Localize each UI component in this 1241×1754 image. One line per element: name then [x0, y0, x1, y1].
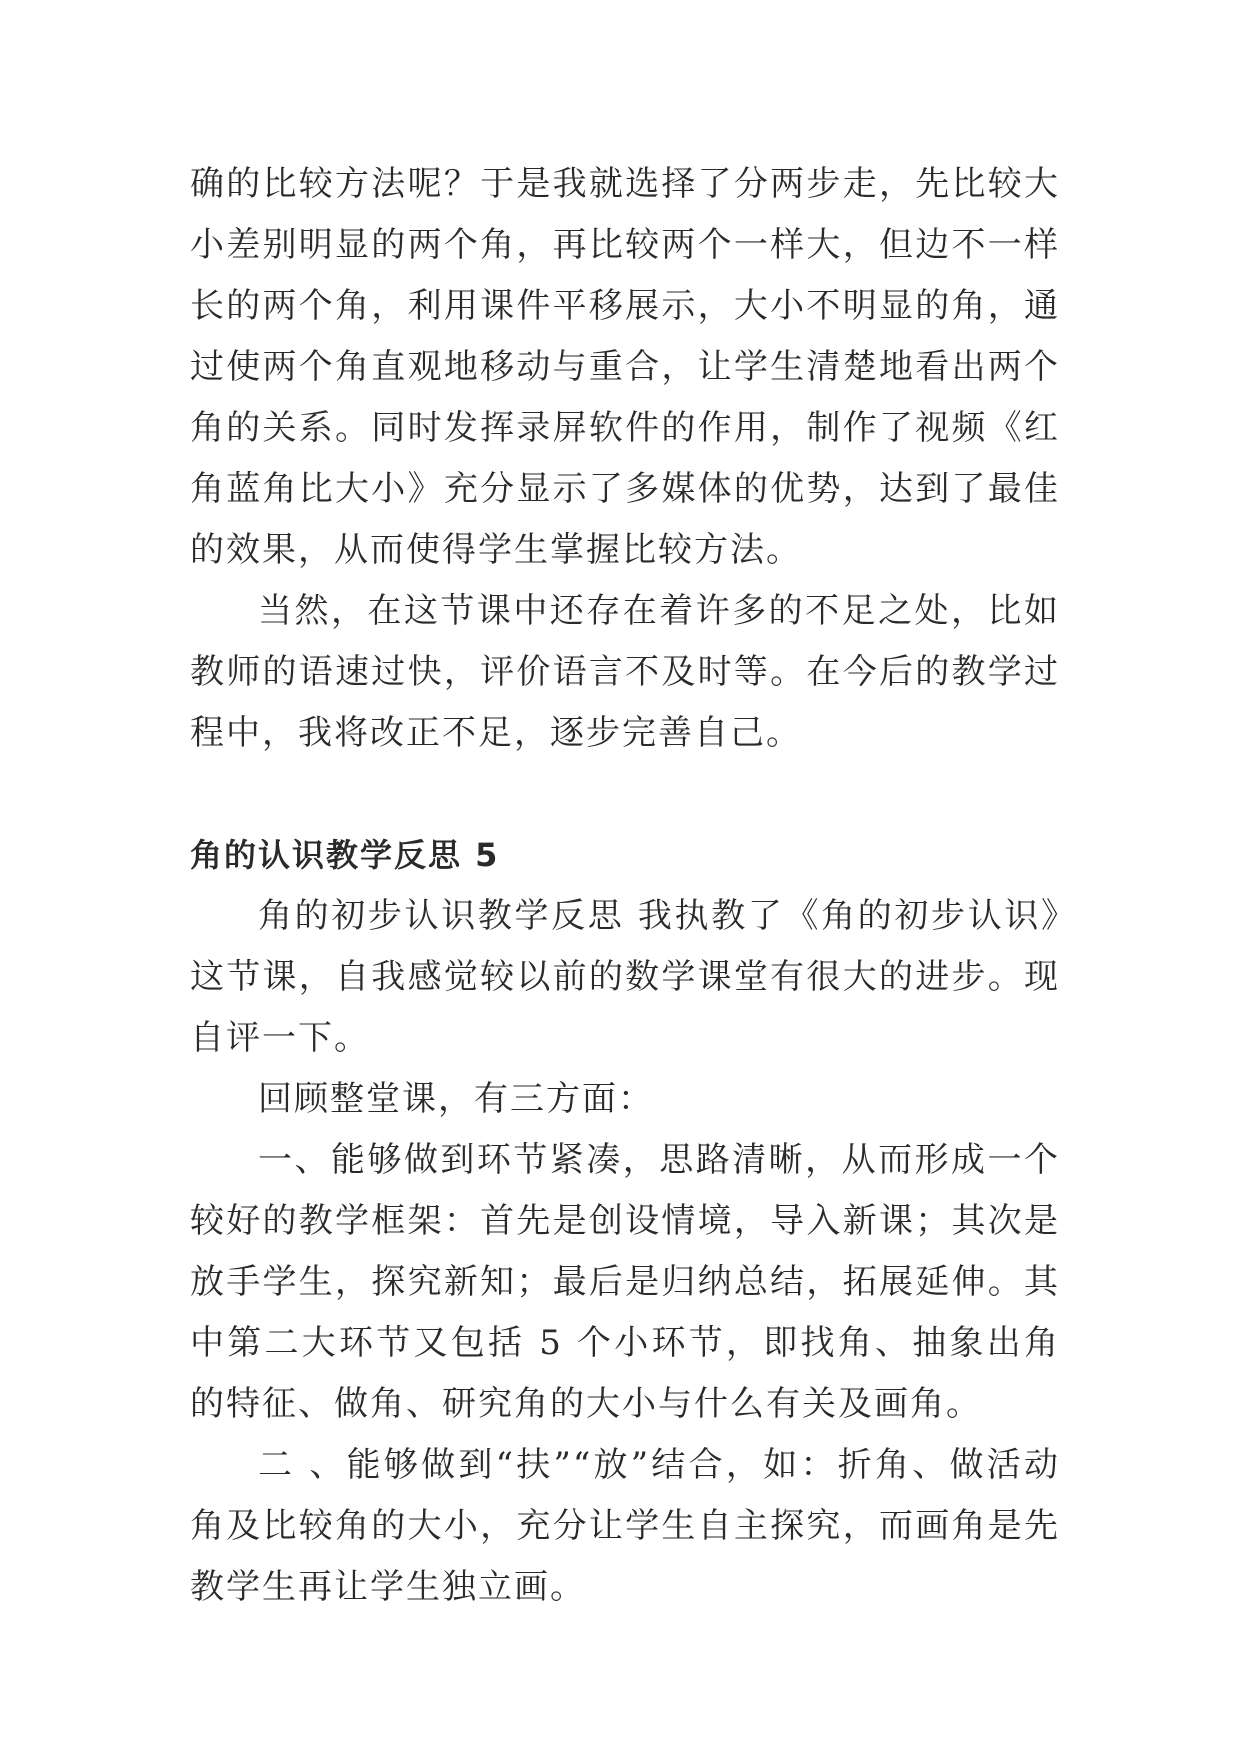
- paragraph-continued: 确的比较方法呢？于是我就选择了分两步走，先比较大小差别明显的两个角，再比较两个一样大，但边不一样长的两个角，利用课件平移展示，大小不明显的角，通过使两个角直观地移动与重合，让学生清楚地看出两个角的关系。同时发挥录屏软件的作用，制作了视频《红角蓝角比大小》充分显示了多媒体的优势，达到了最佳的效果，从而使得学生掌握比较方法。: [190, 164, 1060, 570]
- paragraph-point-two: 二 、能够做到“扶”“放”结合，如：折角、做活动角及比较角的大小，充分让学生自主探究，而画角是先教学生再让学生独立画。: [190, 1445, 1060, 1607]
- section-spacer: [190, 764, 1060, 825]
- paragraph-overview: 回顾整堂课，有三方面：: [258, 1079, 654, 1119]
- document-body: [190, 154, 1060, 1618]
- paragraph-shortcomings: 当然，在这节课中还存在着许多的不足之处，比如教师的语速过快，评价语言不及时等。在今后的教学过程中，我将改正不足，逐步完善自己。: [190, 591, 1060, 753]
- paragraph-intro: 角的初步认识教学反思 我执教了《角的初步认识》这节课，自我感觉较以前的数学课堂有很大的进步。现自评一下。: [190, 896, 1060, 1058]
- paragraph-point-one: 一、能够做到环节紧凑，思路清晰，从而形成一个较好的教学框架：首先是创设情境，导入新课；其次是放手学生，探究新知；最后是归纳总结，拓展延伸。其中第二大环节又包括 5 个小环节，即找角、抽象出角的特征、做角、研究角的大小与什么有关及画角。: [190, 1140, 1060, 1424]
- section-heading: 角的认识教学反思 5: [190, 836, 500, 874]
